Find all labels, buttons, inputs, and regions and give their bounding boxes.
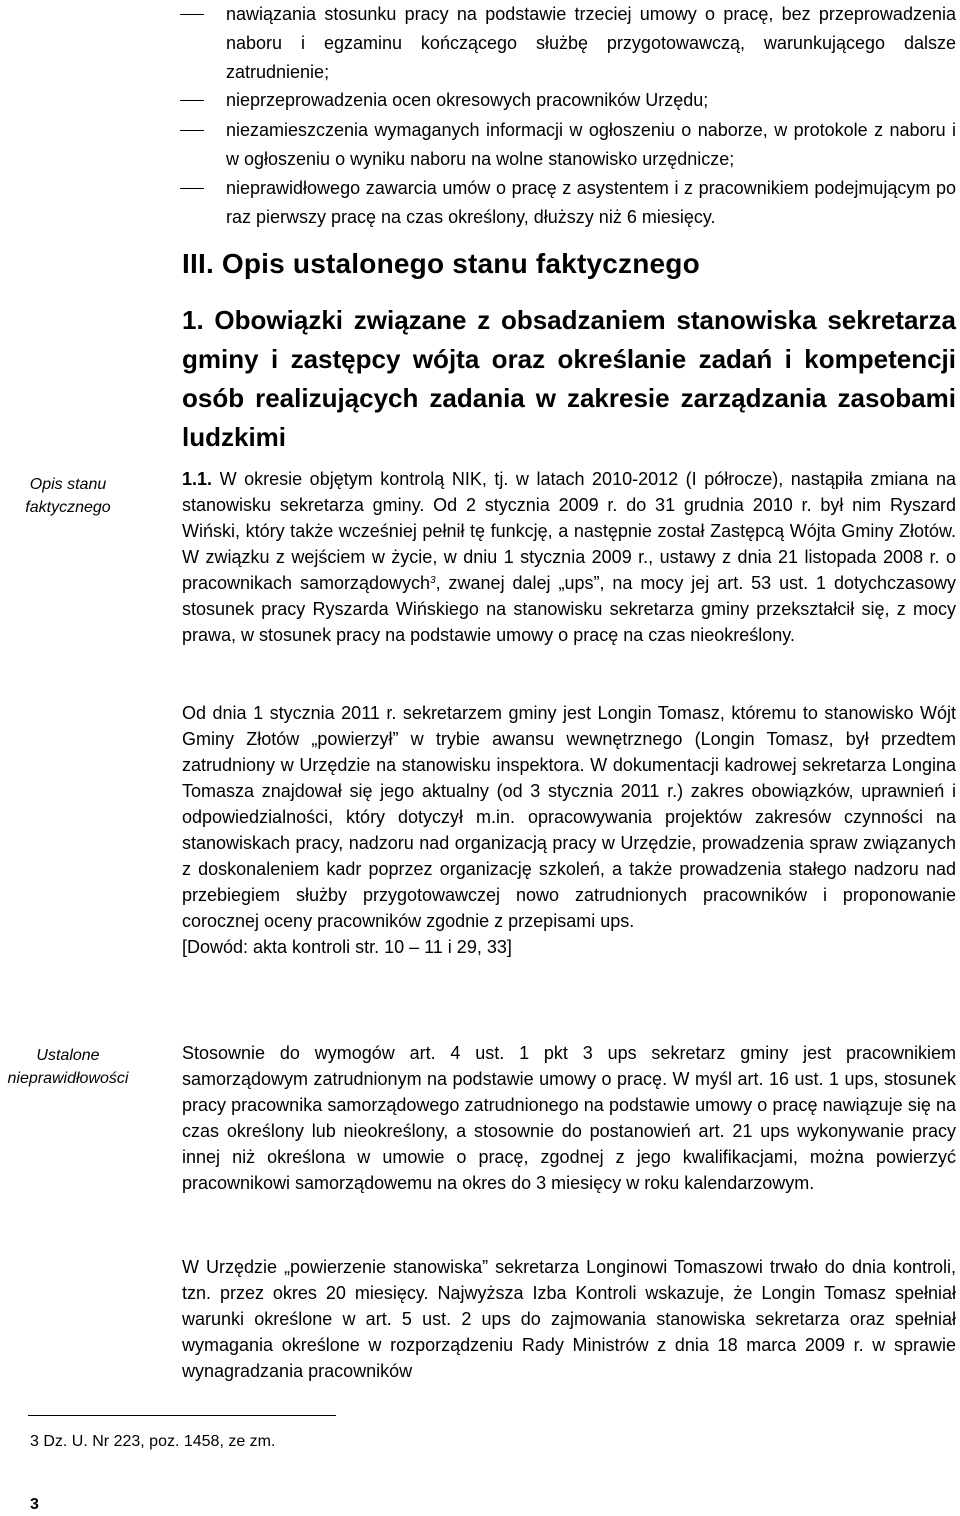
margin-note-facts: Opis stanu faktycznego (25, 476, 111, 516)
bullet-text: nieprzeprowadzenia ocen okresowych pracowników Urzędu; (226, 90, 709, 110)
dash-marker (180, 100, 204, 101)
bullet-item (180, 174, 956, 232)
bullet-text: nieprawidłowego zawarcia umów o pracę z asystentem i z pracownikiem podejmującym po raz pierwszy pracę na czas określony, dłuższy niż 6 miesięcy. (226, 178, 956, 227)
bullet-item (180, 86, 956, 115)
footnote (30, 1433, 275, 1451)
evidence-reference: [Dowód: akta kontroli str. 10 – 11 i 29, 33] (182, 937, 512, 957)
section-title: III. Opis ustalonego stanu faktycznego (182, 248, 700, 279)
point-label: 1.1. (182, 469, 213, 489)
facts-text-before-ref: W okresie objętym kontrolą NIK, tj. w latach 2010-2012 (I półrocze), nastąpiła zmiana na stanowisku sekretarza gminy. Od 2 stycznia 2009 r. do 31 grudnia 2010 r. był nim Ryszard Wiński, który także wcześniej pełnił tę funkcję, a następnie został Zastępcą Wójta Gminy Złotów. W związku z wejściem w życie, w dniu 1 stycznia 2009 r., ustawy z dnia 21 listopada 2008 r. o pracownikach samorządowych (182, 469, 956, 593)
dash-marker (180, 188, 204, 189)
dash-marker (180, 14, 204, 15)
facts-second-paragraph: Od dnia 1 stycznia 2011 r. sekretarzem gminy jest Longin Tomasz, któremu to stanowisko Wójt Gminy Złotów „powierzył” w trybie awansu wewnętrznego (Longin Tomasz, był przedtem zatrudniony w Urzędzie na stanowisku inspektora. W dokumentacji kadrowej sekretarza Longina Tomasza znajdował się jego aktualny (od 3 stycznia 2011 r.) zakres obowiązków, uprawnień i odpowiedzialności, który dotyczył m.in. opracowywania projektów zakresów czynności na stanowiskach pracy, nadzoru nad organizacją pracy w Urzędzie, prowadzenia spraw związanych z doskonaleniem kadr poprzez organizację szkoleń, a także prowadzenia stałego nadzoru nad przebiegiem służby przygotowawczej nowo zatrudnionych pracowników i proponowanie corocznej oceny pracowników zgodnie z przepisami ups. (182, 703, 956, 931)
facts-paragraph (182, 466, 956, 648)
irregularities-paragraph-1: Stosownie do wymogów art. 4 ust. 1 pkt 3 ups sekretarz gminy jest pracownikiem samorządowym zatrudnionym na podstawie umowy o pracę. W myśl art. 16 ust. 1 ups, stosunek pracy pracownika samorządowego zatrudnionego na podstawie umowy o pracę nawiązuje się na czas określony lub nieokreślony, a stosownie do postanowień art. 21 ups wykonywanie pracy innej niż określona w umowie o pracę, zgodnej z jego kwalifikacjami, można powierzyć pracownikowi samorządowemu na okres do 3 miesięcy w roku kalendarzowym. (182, 1043, 956, 1193)
page-number: 3 (30, 1496, 39, 1513)
subsection-title: 1. Obowiązki związane z obsadzaniem stanowiska sekretarza gminy i zastępcy wójta oraz określanie zadań i kompetencji osób realizujących zadania w zakresie zarządzania zasobami ludzkimi (182, 305, 956, 452)
facts-text-after-ref: , zwanej dalej „ups”, na mocy jej art. 53 ust. 1 dotychczasowy stosunek pracy Ryszarda Wińskiego na stanowisku sekretarza gminy przekształcił się, z mocy prawa, w stosunek pracy na podstawie umowy o pracę na czas nieokreślony. (182, 573, 957, 645)
irregularities-paragraph-2: W Urzędzie „powierzenie stanowiska” sekretarza Longinowi Tomaszowi trwało do dnia kontroli, tzn. przez okres 20 miesięcy. Najwyższa Izba Kontroli wskazuje, że Longin Tomasz spełniał warunki określone w art. 5 ust. 2 ups do zajmowania stanowiska sekretarza oraz spełniał wymagania określone w rozporządzeniu Rady Ministrów z dnia 18 marca 2009 r. w sprawie wynagradzania pracowników (182, 1257, 956, 1381)
facts-paragraph-2 (182, 700, 956, 960)
bullet-text: nawiązania stosunku pracy na podstawie trzeciej umowy o pracę, bez przeprowadzenia naboru i egzaminu kończącego służbę przygotowawczą, warunkującego dalsze zatrudnienie; (226, 4, 956, 82)
margin-note-irregularities: Ustalone nieprawidłowości (7, 1047, 129, 1087)
bullet-item (180, 0, 956, 87)
bullet-text: niezamieszczenia wymaganych informacji w ogłoszeniu o naborze, w protokole z naboru i w ogłoszeniu o wyniku naboru na wolne stanowisko urzędnicze; (226, 120, 956, 169)
footnote-number: 3 (30, 1433, 39, 1450)
dash-marker (180, 130, 204, 131)
footnote-rule (28, 1415, 336, 1416)
footnote-reference: 3 (430, 575, 436, 586)
bullet-item (180, 116, 956, 174)
footnote-text: Dz. U. Nr 223, poz. 1458, ze zm. (43, 1433, 276, 1450)
